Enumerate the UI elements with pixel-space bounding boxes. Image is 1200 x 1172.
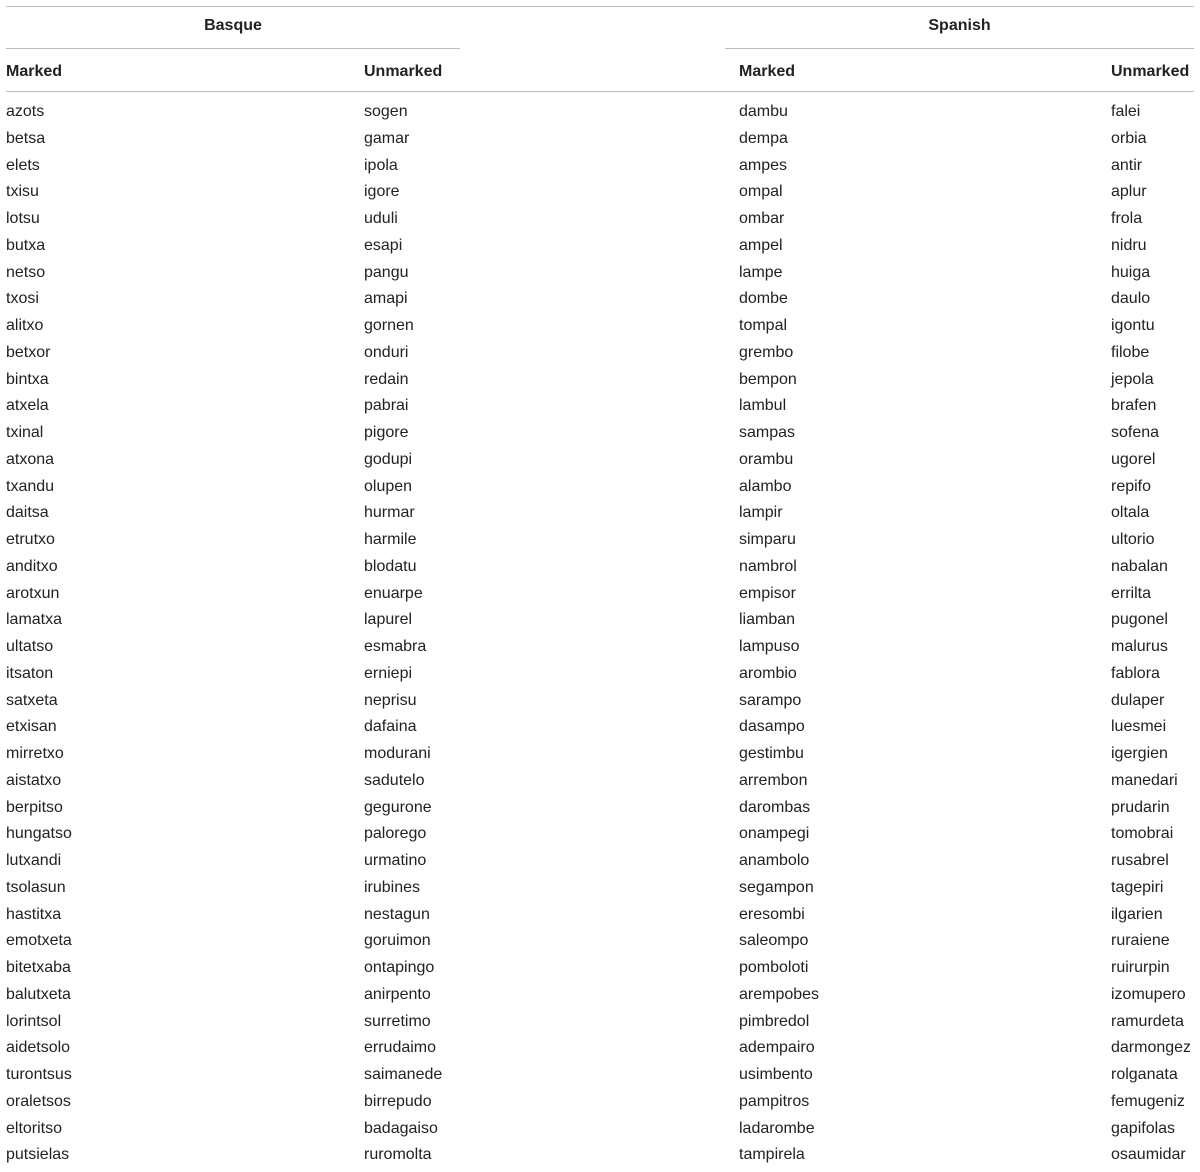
spanish-marked-word: liamban [739,611,796,629]
spanish-marked-word: ombar [739,210,785,227]
spanish-unmarked-word: antir [1111,156,1143,174]
basque-marked-word: txisu [6,183,39,201]
spanish-unmarked-word: jepola [1111,370,1154,388]
spanish-unmarked-word: errilta [1111,584,1152,602]
basque-marked-word: arotxun [6,584,60,602]
basque-unmarked-word: neprisu [364,691,417,709]
spanish-marked-word: tampirela [739,1146,805,1164]
basque-unmarked-word: dafaina [364,718,417,736]
spanish-marked-word: pomboloti [739,959,809,976]
basque-unmarked-word: pangu [364,263,409,281]
spanish-unmarked-word: frola [1111,210,1143,227]
spanish-marked-word: nambrol [739,557,797,575]
spanish-unmarked-word: igergien [1111,745,1168,762]
basque-marked-word: txandu [6,477,55,495]
basque-marked-word: bintxa [6,370,49,388]
basque-unmarked-word: ruromolta [364,1146,432,1164]
spanish-unmarked-word: luesmei [1111,718,1167,736]
spanish-unmarked-word: orbia [1111,129,1147,147]
basque-unmarked-word: amapi [364,290,408,308]
spanish-unmarked-word: osaumidar [1111,1146,1186,1164]
basque-marked-word: aidetsolo [6,1039,71,1057]
basque-marked-word: azots [6,103,45,120]
spanish-marked-word: arombio [739,664,797,682]
basque-marked-word: anditxo [6,557,58,575]
spanish-unmarked-word: gapifolas [1111,1119,1176,1137]
spanish-unmarked-word: tomobrai [1111,825,1174,843]
basque-unmarked-column [364,102,442,1172]
basque-unmarked-word: saimanede [364,1066,443,1083]
basque-unmarked-word: goruimon [364,932,431,950]
spanish-marked-word: anambolo [739,852,810,869]
spanish-unmarked-word: aplur [1111,183,1147,201]
spanish-marked-word: dempa [739,129,788,147]
basque-marked-word: netso [6,263,46,281]
basque-marked-word: atxona [6,450,55,468]
spanish-marked-word: pimbredol [739,1012,810,1030]
spanish-unmarked-word: ilgarien [1111,905,1163,923]
spanish-marked-word: grembo [739,343,794,361]
spanish-unmarked-word: ugorel [1111,450,1156,468]
basque-marked-word: betxor [6,343,51,361]
spanish-unmarked-word: nidru [1111,236,1147,254]
basque-unmarked-word: esapi [364,236,403,254]
basque-unmarked-word: enuarpe [364,584,423,602]
spanish-unmarked-word: darmongez [1111,1039,1192,1057]
basque-unmarked-word: erniepi [364,664,413,682]
spanish-unmarked-word: sofena [1111,424,1160,441]
basque-marked-word: etrutxo [6,531,55,548]
basque-marked-word: mirretxo [6,745,64,762]
basque-marked-word: butxa [6,236,46,254]
spanish-unmarked-word: femugeniz [1111,1092,1185,1110]
basque-unmarked-word: godupi [364,450,413,468]
spanish-marked-word: alambo [739,477,792,495]
spanish-unmarked-word: izomupero [1111,985,1186,1003]
basque-marked-word: alitxo [6,317,44,334]
spanish-unmarked-word: rolganata [1111,1066,1178,1083]
basque-group-rule [6,48,460,49]
basque-marked-word: aistatxo [6,771,62,789]
basque-marked-word: putsielas [6,1146,70,1164]
spanish-marked-word: lampe [739,263,783,281]
spanish-unmarked-word: repifo [1111,477,1152,495]
spanish-unmarked-word: manedari [1111,771,1178,789]
basque-unmarked-word: esmabra [364,638,427,655]
basque-marked-word: atxela [6,397,49,415]
spanish-marked-word: tompal [739,317,788,334]
spanish-unmarked-word: huiga [1111,263,1151,281]
spanish-marked-word: dambu [739,103,788,120]
basque-marked-word: lutxandi [6,852,62,869]
basque-unmarked-word: uduli [364,210,398,227]
spanish-marked-word: eresombi [739,905,805,923]
spanish-marked-word: arrembon [739,771,808,789]
basque-marked-word: elets [6,156,40,174]
basque-marked-word: satxeta [6,691,58,709]
spanish-unmarked-header: Unmarked [1111,63,1190,80]
basque-unmarked-word: ipola [364,156,398,174]
basque-marked-header: Marked [6,63,63,80]
spanish-marked-word: dombe [739,290,788,308]
spanish-unmarked-word: filobe [1111,343,1150,361]
spanish-marked-word: onampegi [739,825,810,843]
spanish-marked-word: usimbento [739,1066,813,1083]
basque-unmarked-word: redain [364,370,409,388]
basque-unmarked-word: igore [364,183,400,201]
spanish-unmarked-word: pugonel [1111,611,1168,629]
spanish-marked-word: adempairo [739,1039,815,1057]
spanish-marked-word: arempobes [739,985,820,1003]
basque-unmarked-word: pabrai [364,397,409,415]
spanish-marked-word: simparu [739,531,796,548]
basque-unmarked-word: blodatu [364,557,417,575]
spanish-marked-word: ampes [739,156,788,174]
spanish-marked-word: ladarombe [739,1119,815,1137]
basque-marked-column [6,102,72,1172]
spanish-unmarked-word: ruraiene [1111,932,1170,950]
basque-marked-word: berpitso [6,798,63,816]
basque-marked-word: ultatso [6,638,54,655]
basque-unmarked-word: urmatino [364,852,427,869]
spanish-unmarked-word: rusabrel [1111,852,1169,869]
basque-unmarked-word: birrepudo [364,1092,432,1110]
basque-marked-word: lotsu [6,210,40,227]
spanish-marked-word: gestimbu [739,745,804,762]
spanish-unmarked-word: fablora [1111,664,1160,682]
spanish-unmarked-word: dulaper [1111,691,1165,709]
basque-unmarked-header: Unmarked [364,63,443,80]
basque-unmarked-word: anirpento [364,985,431,1003]
spanish-marked-word: orambu [739,450,794,468]
spanish-unmarked-word: daulo [1111,290,1151,308]
basque-marked-word: hastitxa [6,905,62,923]
basque-unmarked-word: hurmar [364,504,415,522]
spanish-marked-word: empisor [739,584,796,602]
basque-marked-word: daitsa [6,504,49,522]
spanish-group-header: Spanish [928,17,991,34]
basque-marked-word: itsaton [6,664,54,682]
basque-marked-word: txinal [6,424,44,441]
basque-marked-word: oraletsos [6,1092,71,1110]
spanish-marked-word: pampitros [739,1092,810,1110]
basque-marked-word: hungatso [6,825,72,843]
basque-unmarked-word: gamar [364,129,410,147]
basque-marked-word: emotxeta [6,932,72,950]
spanish-marked-word: darombas [739,798,811,816]
spanish-marked-word: sarampo [739,691,802,709]
spanish-unmarked-word: malurus [1111,638,1168,655]
spanish-marked-word: lambul [739,397,787,415]
spanish-marked-word: sampas [739,424,796,441]
spanish-unmarked-word: ramurdeta [1111,1012,1184,1030]
basque-marked-word: etxisan [6,718,57,736]
basque-unmarked-word: palorego [364,825,427,843]
basque-unmarked-word: badagaiso [364,1119,438,1137]
spanish-marked-word: ompal [739,183,783,201]
spanish-marked-word: lampuso [739,638,800,655]
spanish-unmarked-column [1111,102,1191,1172]
basque-unmarked-word: pigore [364,424,409,441]
spanish-marked-word: segampon [739,878,814,896]
basque-unmarked-word: surretimo [364,1012,431,1030]
spanish-marked-word: dasampo [739,718,805,736]
basque-marked-word: bitetxaba [6,959,71,976]
spanish-unmarked-word: ruirurpin [1111,959,1170,976]
basque-marked-word: eltoritso [6,1119,63,1137]
spanish-marked-word: ampel [739,236,783,254]
basque-marked-word: txosi [6,290,39,308]
spanish-unmarked-word: nabalan [1111,557,1168,575]
basque-unmarked-word: lapurel [364,611,413,629]
top-rule [6,6,1194,7]
spanish-unmarked-word: falei [1111,103,1141,120]
basque-unmarked-word: errudaimo [364,1039,437,1057]
spanish-marked-word: bempon [739,370,797,388]
basque-marked-word: lorintsol [6,1012,62,1030]
spanish-marked-column [739,102,819,1172]
column-header-rule [6,91,1194,92]
basque-group-header: Basque [204,17,262,34]
spanish-unmarked-word: ultorio [1111,531,1155,548]
basque-marked-word: turontsus [6,1066,72,1083]
basque-marked-word: balutxeta [6,985,71,1003]
spanish-unmarked-word: igontu [1111,317,1155,334]
basque-unmarked-word: ontapingo [364,959,435,976]
spanish-marked-word: lampir [739,504,783,522]
spanish-unmarked-word: oltala [1111,504,1150,522]
spanish-marked-word: saleompo [739,932,809,950]
basque-unmarked-word: sogen [364,103,408,120]
spanish-group-rule [725,48,1194,49]
spanish-unmarked-word: prudarin [1111,798,1170,816]
basque-marked-word: lamatxa [6,611,63,629]
basque-marked-word: betsa [6,129,46,147]
basque-unmarked-word: gornen [364,317,414,334]
basque-unmarked-word: onduri [364,343,409,361]
basque-unmarked-word: olupen [364,477,413,495]
basque-unmarked-word: harmile [364,531,417,548]
spanish-marked-header: Marked [739,63,796,80]
basque-marked-word: tsolasun [6,878,66,896]
basque-unmarked-word: irubines [364,878,421,896]
basque-unmarked-word: gegurone [364,798,432,816]
spanish-unmarked-word: brafen [1111,397,1157,415]
spanish-unmarked-word: tagepiri [1111,878,1164,896]
basque-unmarked-word: modurani [364,745,431,762]
basque-unmarked-word: sadutelo [364,771,425,789]
basque-unmarked-word: nestagun [364,905,430,923]
